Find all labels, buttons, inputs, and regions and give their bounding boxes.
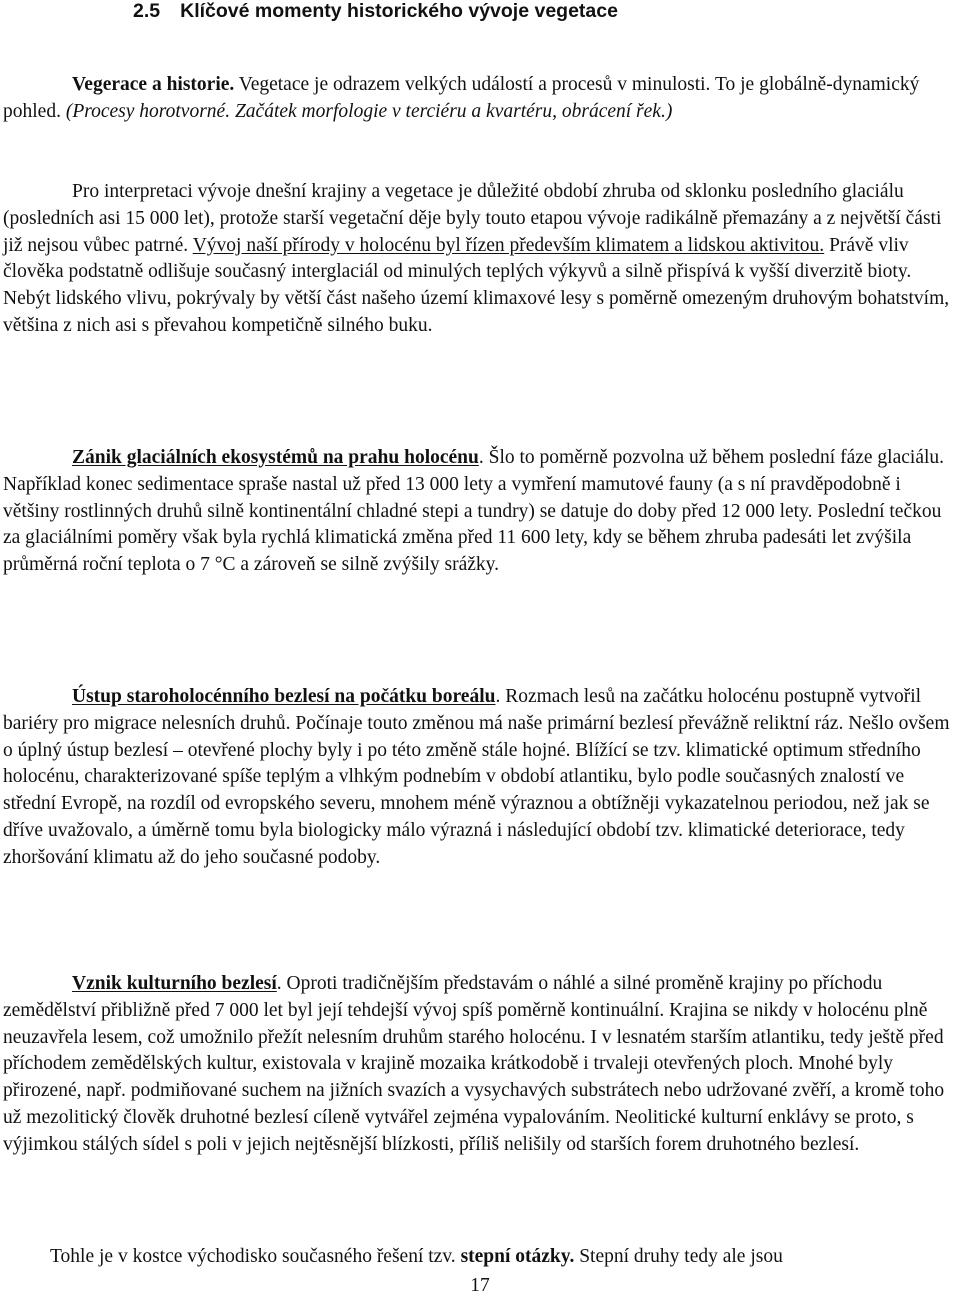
paragraph-landscape-interpretation (3, 179, 955, 340)
paragraph-text: . Šlo to poměrně pozvolna už během poslední fáze glaciálu. Například konec sedimentace spraše nastal už před 13 000 lety a vymření mamutové fauny (a s ní pravděpodobně i většiny rostlinných druhů silně kontinentální chladné stepi a tundry) se datuje do doby před 12 000 lety. Poslední tečkou za glaciálními poměry však byla rychlá klimatická změna před 11 600 lety, kdy se během zhruba padesáti let zvýšila průměrná roční teplota o 7 °C a zároveň se silně zvýšily srážky. (3, 447, 945, 576)
paragraph-lead: Ústup staroholocénního bezlesí na počátku boreálu (72, 686, 496, 707)
section-heading (133, 0, 618, 24)
section-number: 2.5 (133, 0, 161, 22)
paragraph-italic-note: (Procesy horotvorné. Začátek morfologie v terciéru a kvartéru, obrácení řek.) (65, 100, 673, 122)
paragraph-lead: Vegerace a historie. (72, 74, 235, 95)
paragraph-text: Pro interpretaci vývoje dnešní krajiny a vegetace je důležité období zhruba od sklonku posledního glaciálu (posledních asi 15 000 let), protože starší vegetační děje byly touto etapou vývoje radikálně přemazány a z největší části již nejsou vůbec patrné. (3, 181, 942, 256)
paragraph-early-holocene-openland (3, 684, 955, 872)
paragraph-text: . Oproti tradičnějším představám o náhlé a silné proměně krajiny po příchodu zemědělství přibližně před 7 000 let byl její tehdejší vývoj spíš poměrně kontinuální. Krajina se nikdy v holocénu plně neuzavřela lesem, což umožnilo přežít nelesním druhům starého holocénu. I v lesnatém starším atlantiku, tedy ještě před příchodem zemědělských kultur, existovala v krajině mozaika krátkodobě i trvaleji otevřených ploch. Mnohé byly přirozené, např. podmiňované suchem na jižních svazích a vysychavých substrátech nebo udržované zvěří, a kromě toho už mezolitický člověk druhotné bezlesí cíleně vytvářel zejména vypalováním. Neolitické kulturní enklávy se proto, s výjimkou stálých sídel s poli v jejich nejtěsnější blízkosti, příliš nelišily od starších forem druhotného bezlesí. (3, 973, 945, 1155)
paragraph-vegetation-history (3, 72, 955, 126)
paragraph-steppe-question (3, 1244, 955, 1271)
paragraph-bold-term: stepní otázky. (460, 1246, 575, 1267)
paragraph-lead: Vznik kulturního bezlesí (72, 973, 277, 994)
paragraph-lead: Zánik glaciálních ekosystémů na prahu holocénu (72, 447, 479, 468)
paragraph-text: . Rozmach lesů na začátku holocénu postupně vytvořil bariéry pro migrace nelesních druhů. Počínaje touto změnou má naše primární bezlesí převážně reliktní ráz. Nešlo ovšem o úplný ústup bezlesí – otevřené plochy byly i po této změně stále hojné. Blížící se tzv. klimatické optimum středního holocénu, charakterizované spíše teplým a vlhkým podnebím v období atlantiku, bylo podle současných znalostí ve střední Evropě, na rozdíl od evropského severu, mnohem méně výraznou a obtížněji vykazatelnou periodou, než jak se dříve uvažovalo, a úměrně tomu byla biologicky málo výrazná i následující období tzv. klimatické deteriorace, tedy zhoršování klimatu až do jeho současné podoby. (3, 686, 950, 868)
paragraph-text: Vegetace je odrazem velkých událostí a procesů v minulosti. To je globálně-dynamický pohled. (3, 74, 920, 122)
section-title: Klíčové momenty historického vývoje vegetace (180, 0, 618, 22)
paragraph-text-rest: Právě vliv člověka podstatně odlišuje současný interglaciál od minulých teplých výkyvů a silně přispívá k vyšší diverzitě bioty. Nebýt lidského vlivu, pokrývaly by větší část našeho území klimaxové lesy s poměrně omezeným druhovým bohatstvím, většina z nich asi s převahou kompetičně silného buku. (3, 234, 950, 336)
paragraph-text-after: Stepní druhy tedy ale jsou (574, 1246, 783, 1267)
paragraph-cultural-openland (3, 971, 955, 1159)
paragraph-text: Tohle je v kostce východisko současného řešení tzv. (50, 1246, 461, 1267)
paragraph-underlined-statement: Vývoj naší přírody v holocénu byl řízen především klimatem a lidskou aktivitou. (192, 234, 825, 256)
page-number: 17 (470, 1275, 490, 1296)
paragraph-glacial-ecosystems (3, 445, 955, 579)
